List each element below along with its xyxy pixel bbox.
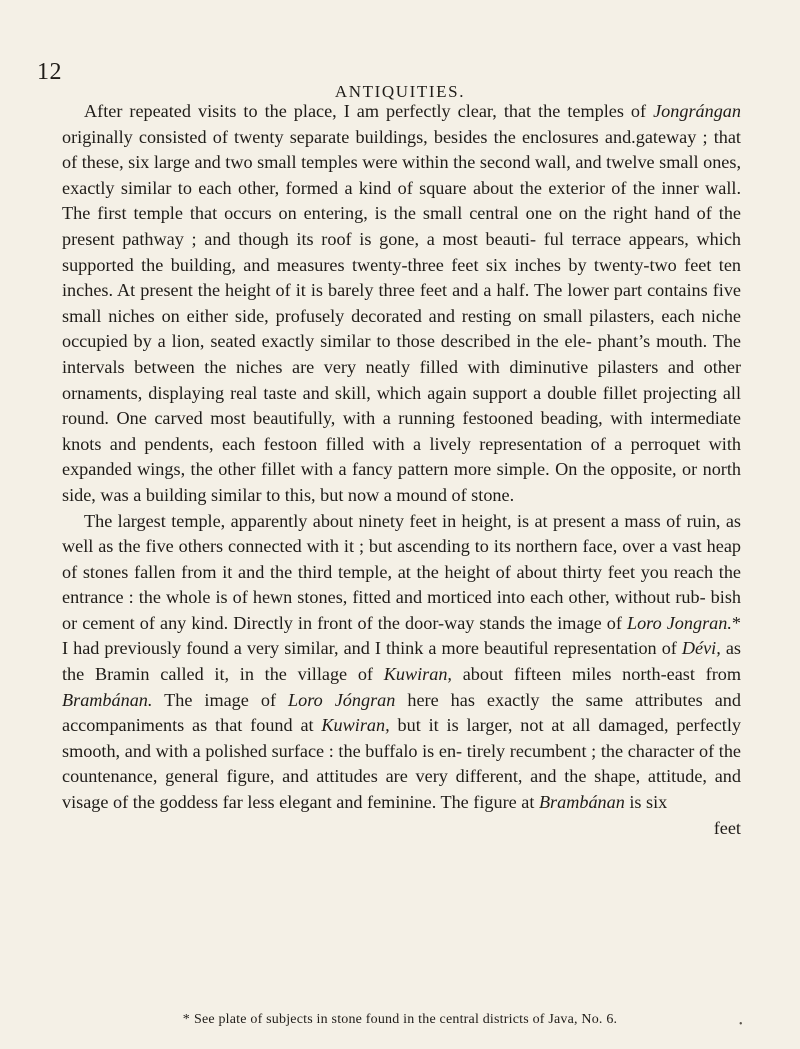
text-run: is six — [624, 792, 668, 813]
footnote-text: See plate of subjects in stone found in the central districts of Java, No. 6. — [193, 1012, 618, 1027]
italic-text: Loro Jongran. — [626, 612, 732, 633]
body-text — [62, 99, 741, 841]
paragraph-1 — [62, 99, 741, 509]
italic-text: Kuwiran, — [383, 664, 452, 685]
text-run: as the Bramin called it, in the village of — [62, 638, 741, 685]
text-run: but it is larger, not at all damaged, perfectly smooth, and with a polished surface : the buffalo is en- tirely recumbent ; the character of the countenance, general figure, and attitudes are very different, and the shape, attitude, and visage of the goddess far less elegant and feminine. The figure at — [62, 715, 741, 813]
running-title: ANTIQUITIES. — [334, 82, 466, 101]
text-run: * I had previously found a very similar, and I think a more beautiful representation of — [62, 612, 741, 659]
text-run: After repeated visits to the place, I am perfectly clear, that the temples of — [84, 101, 654, 121]
text-run: originally consisted of twenty separate buildings, besides the enclosures and.gateway ; that of these, six large and two small temples were within the second wall, and twelve small ones, exactly similar to each other, formed a kind of square about the exterior of the inner wall. The first temple that occurs on entering, is the small central one on the right hand of the present pathway ; and though its roof is gone, a most beauti- ful terrace appears, which supported the building, and measures twenty-three feet six inches by twenty-two feet ten inches. At present the height of it is barely three feet and a half. The lower part contains five small niches on either side, profusely decorated and resting on small pilasters, each niche occupied by a lion, seated exactly similar to those described in the ele- phant’s mouth. The intervals between the niches are very neatly filled with diminutive pilasters and other ornaments, displaying real taste and skill, which again support a double fillet projecting all round. One carved most beautifully, with a running festooned beading, with intermediate knots and pendents, each festoon filled with a lively representation of a perroquet with expanded wings, the other fillet with a fancy pattern more simple. On the opposite, or north side, was a building similar to this, but now a mound of stone. — [62, 126, 742, 505]
stray-mark: • — [739, 1019, 743, 1030]
italic-text: Brambánan — [538, 792, 625, 813]
italic-text: Kuwiran, — [321, 715, 390, 736]
italic-text: Brambánan. — [62, 689, 153, 710]
italic-text: Dévi, — [681, 638, 721, 659]
italic-text: Loro Jóngran — [288, 689, 396, 710]
text-run: The image of — [152, 689, 289, 710]
page-number: 12 — [37, 59, 62, 85]
paragraph-2 — [62, 509, 741, 816]
text-run: here has exactly the same attributes and accompaniments as that found at — [62, 689, 741, 736]
footnote-mark: * — [182, 1012, 190, 1027]
text-run: about fifteen miles north-east from — [451, 664, 741, 685]
italic-text: Jongrángan — [653, 101, 741, 121]
catchword: feet — [713, 817, 741, 838]
footnote — [0, 1013, 800, 1027]
text-run: The largest temple, apparently about ninety feet in height, is at present a mass of ruin, as well as the five others connected with it ; but ascending to its northern face, over a vast heap of stones fallen from it and the third temple, at the height of about thirty feet you reach the entrance : the whole is of hewn stones, fitted and morticed into each other, without rub- bish or cement of any kind. Directly in front of the door-way stands the image of — [62, 510, 741, 633]
